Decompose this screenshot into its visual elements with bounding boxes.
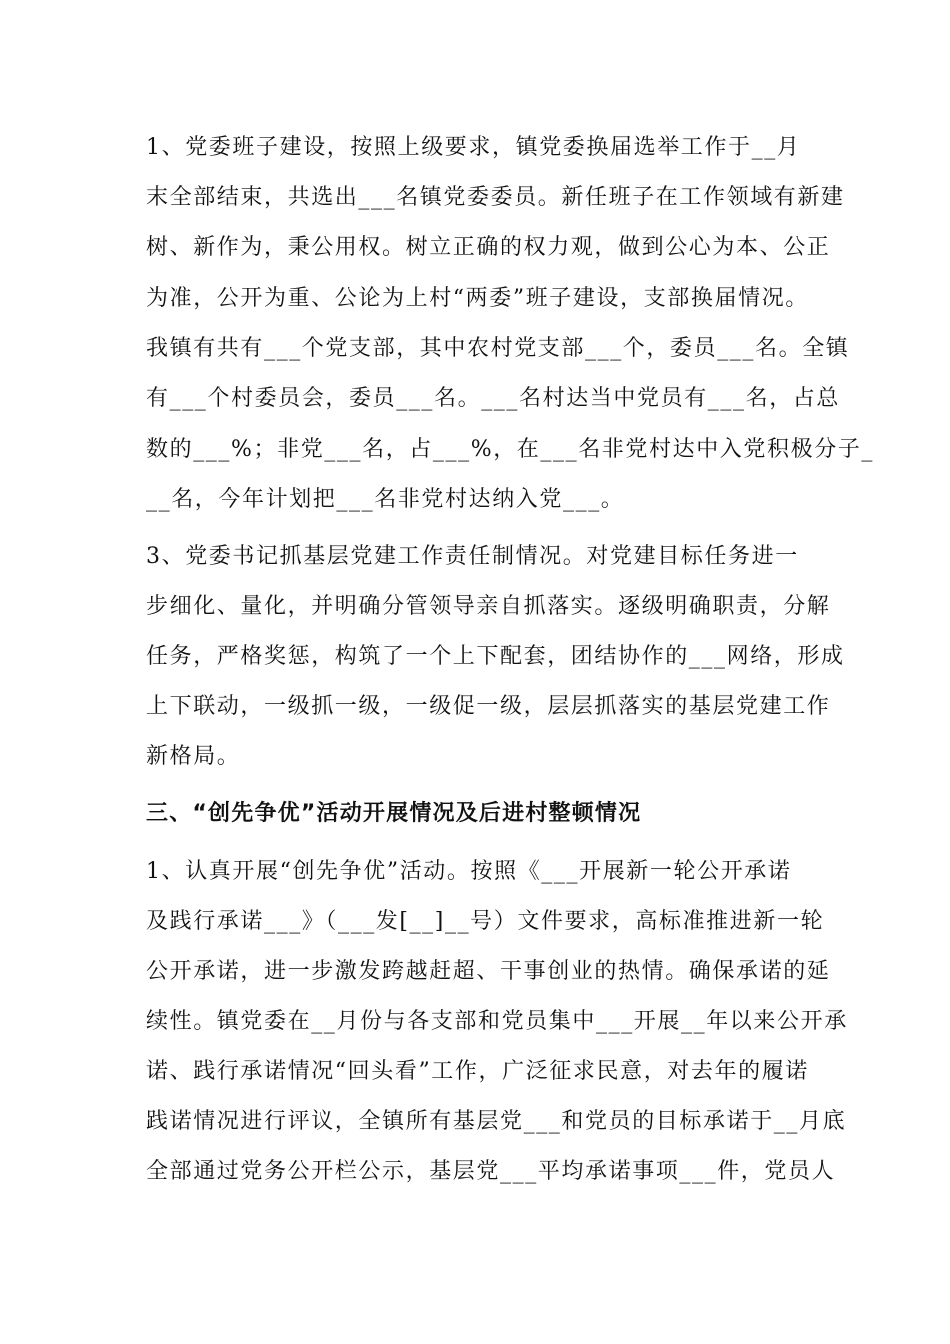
section-paragraph-1-line-6: 践诺情况进行评议，全镇所有基层党___和党员的目标承诺于__月底: [146, 1109, 847, 1134]
section-paragraph-1-line-1: 1、认真开展“创先争优”活动。按照《___开展新一轮公开承诺: [146, 859, 792, 884]
paragraph-1-line-8: __名，今年计划把___名非党村达纳入党___。: [146, 487, 625, 512]
paragraph-3-line-3: 任务，严格奖惩，构筑了一个上下配套，团结协作的___网络，形成: [146, 644, 845, 669]
section-paragraph-1-line-4: 续性。镇党委在__月份与各支部和党员集中___开展__年以来公开承: [146, 1009, 848, 1034]
section-heading: 三、“创先争优”活动开展情况及后进村整顿情况: [146, 801, 642, 826]
paragraph-1-line-3: 树、新作为，秉公用权。树立正确的权力观，做到公心为本、公正: [146, 235, 831, 260]
section-paragraph-1-line-5: 诺、践行承诺情况“回头看”工作，广泛征求民意，对去年的履诺: [146, 1059, 809, 1084]
paragraph-1-line-1: 1、党委班子建设，按照上级要求，镇党委换届选举工作于__月: [146, 135, 801, 160]
section-paragraph-1-line-2: 及践行承诺___》（___发[__]__号）文件要求，高标准推进新一轮: [146, 909, 825, 934]
paragraph-1-line-2: 末全部结束，共选出___名镇党委委员。新任班子在工作领域有新建: [146, 185, 845, 210]
paragraph-3-line-4: 上下联动，一级抓一级，一级促一级，层层抓落实的基层党建工作: [146, 694, 831, 719]
paragraph-1-line-4: 为准，公开为重、公论为上村“两委”班子建设，支部换届情况。: [146, 286, 809, 311]
paragraph-3-line-1: 3、党委书记抓基层党建工作责任制情况。对党建目标任务进一: [146, 544, 799, 569]
paragraph-3-line-5: 新格局。: [146, 744, 241, 769]
paragraph-1-line-5: 我镇有共有___个党支部，其中农村党支部___个，委员___名。全镇: [146, 336, 850, 361]
section-paragraph-1-line-3: 公开承诺，进一步激发跨越赶超、干事创业的热情。确保承诺的延: [146, 959, 831, 984]
section-paragraph-1-line-7: 全部通过党务公开栏公示，基层党___平均承诺事项___件，党员人: [146, 1159, 836, 1184]
paragraph-1-line-7: 数的___%；非党___名，占___%，在___名非党村达中入党积极分子_: [146, 437, 875, 462]
paragraph-3-line-2: 步细化、量化，并明确分管领导亲自抓落实。逐级明确职责，分解: [146, 594, 831, 619]
paragraph-1-line-6: 有___个村委员会，委员___名。___名村达当中党员有___名，占总: [146, 386, 841, 411]
